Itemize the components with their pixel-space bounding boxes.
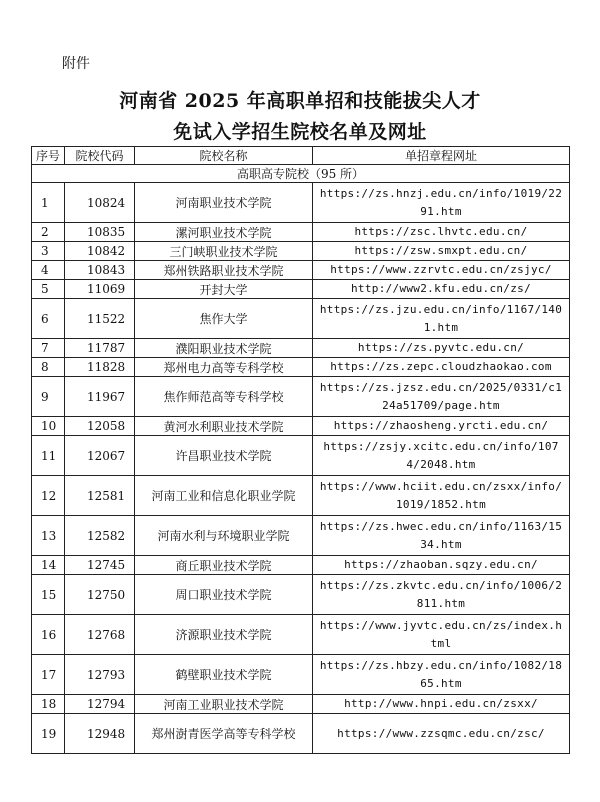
row-index: 18	[32, 695, 65, 714]
row-index: 15	[32, 575, 65, 615]
row-index: 10	[32, 417, 65, 436]
table-row	[32, 655, 570, 695]
admission-url-link[interactable]: https://zsc.lhvtc.edu.cn/	[313, 223, 570, 242]
admission-url-link[interactable]: https://zs.hbzy.edu.cn/info/1082/1865.htm	[313, 655, 570, 695]
admission-url-link[interactable]: https://zsw.smxpt.edu.cn/	[313, 242, 570, 261]
school-name: 三门峡职业技术学院	[135, 242, 313, 261]
school-code: 12768	[65, 615, 135, 655]
school-name: 商丘职业技术学院	[135, 556, 313, 575]
school-code: 12582	[65, 516, 135, 556]
admission-url-link[interactable]: https://zs.hnzj.edu.cn/info/1019/2291.htm	[313, 183, 570, 223]
school-name: 河南工业和信息化职业学院	[135, 476, 313, 516]
table-row	[32, 556, 570, 575]
school-name: 许昌职业技术学院	[135, 436, 313, 476]
table-row	[32, 615, 570, 655]
school-list-table	[31, 146, 570, 754]
school-name: 焦作大学	[135, 299, 313, 339]
row-index: 4	[32, 261, 65, 280]
document-title-line2: 免试入学招生院校名单及网址	[173, 121, 427, 143]
school-name: 开封大学	[135, 280, 313, 299]
school-name: 河南工业职业技术学院	[135, 695, 313, 714]
table-row	[32, 516, 570, 556]
table-row	[32, 183, 570, 223]
section-row	[32, 165, 570, 183]
school-name: 濮阳职业技术学院	[135, 339, 313, 358]
school-name: 黄河水利职业技术学院	[135, 417, 313, 436]
school-code: 12058	[65, 417, 135, 436]
admission-url-link[interactable]: http://www.hnpi.edu.cn/zsxx/	[313, 695, 570, 714]
table-row	[32, 377, 570, 417]
school-name: 郑州澍青医学高等专科学校	[135, 714, 313, 754]
admission-url-link[interactable]: https://www.zzsqmc.edu.cn/zsc/	[313, 714, 570, 754]
section-title: 高职高专院校（95 所）	[32, 165, 570, 183]
table-row	[32, 280, 570, 299]
admission-url-link[interactable]: https://zs.jzu.edu.cn/info/1167/1401.htm	[313, 299, 570, 339]
admission-url-link[interactable]: https://zhaosheng.yrcti.edu.cn/	[313, 417, 570, 436]
table-row	[32, 223, 570, 242]
column-header-url: 单招章程网址	[313, 147, 570, 165]
row-index: 9	[32, 377, 65, 417]
admission-url-link[interactable]: https://zs.pyvtc.edu.cn/	[313, 339, 570, 358]
school-name: 周口职业技术学院	[135, 575, 313, 615]
school-name: 济源职业技术学院	[135, 615, 313, 655]
admission-url-link[interactable]: http://www2.kfu.edu.cn/zs/	[313, 280, 570, 299]
school-code: 10842	[65, 242, 135, 261]
table-row	[32, 714, 570, 754]
school-name: 郑州铁路职业技术学院	[135, 261, 313, 280]
school-code: 12067	[65, 436, 135, 476]
admission-url-link[interactable]: https://www.hciit.edu.cn/zsxx/info/1019/1852.htm	[313, 476, 570, 516]
admission-url-link[interactable]: https://www.zzrvtc.edu.cn/zsjyc/	[313, 261, 570, 280]
school-code: 12794	[65, 695, 135, 714]
admission-url-link[interactable]: https://zs.zepc.cloudzhaokao.com	[313, 358, 570, 377]
table-row	[32, 242, 570, 261]
school-code: 10843	[65, 261, 135, 280]
school-code: 12750	[65, 575, 135, 615]
school-code: 12793	[65, 655, 135, 695]
table-row	[32, 695, 570, 714]
row-index: 7	[32, 339, 65, 358]
school-code: 11069	[65, 280, 135, 299]
school-name: 漯河职业技术学院	[135, 223, 313, 242]
school-code: 12581	[65, 476, 135, 516]
row-index: 6	[32, 299, 65, 339]
row-index: 19	[32, 714, 65, 754]
column-header-name: 院校名称	[135, 147, 313, 165]
table-row	[32, 339, 570, 358]
table-row	[32, 575, 570, 615]
school-name: 河南职业技术学院	[135, 183, 313, 223]
table-row	[32, 358, 570, 377]
row-index: 16	[32, 615, 65, 655]
admission-url-link[interactable]: https://zsjy.xcitc.edu.cn/info/1074/2048.htm	[313, 436, 570, 476]
school-code: 11787	[65, 339, 135, 358]
row-index: 12	[32, 476, 65, 516]
school-code: 11522	[65, 299, 135, 339]
school-code: 12948	[65, 714, 135, 754]
document-title-line1: 河南省 2025 年高职单招和技能拔尖人才	[119, 90, 481, 112]
row-index: 8	[32, 358, 65, 377]
attachment-label: 附件	[62, 56, 90, 72]
table-row	[32, 417, 570, 436]
row-index: 2	[32, 223, 65, 242]
school-code: 10835	[65, 223, 135, 242]
row-index: 3	[32, 242, 65, 261]
row-index: 11	[32, 436, 65, 476]
column-header-index: 序号	[32, 147, 65, 165]
admission-url-link[interactable]: https://zs.hwec.edu.cn/info/1163/1534.htm	[313, 516, 570, 556]
row-index: 5	[32, 280, 65, 299]
table-row	[32, 436, 570, 476]
school-code: 11828	[65, 358, 135, 377]
column-header-code: 院校代码	[65, 147, 135, 165]
admission-url-link[interactable]: https://zs.jzsz.edu.cn/2025/0331/c124a51709/page.htm	[313, 377, 570, 417]
table-row	[32, 261, 570, 280]
row-index: 13	[32, 516, 65, 556]
row-index: 1	[32, 183, 65, 223]
school-name: 鹤壁职业技术学院	[135, 655, 313, 695]
school-name: 河南水利与环境职业学院	[135, 516, 313, 556]
admission-url-link[interactable]: https://www.jyvtc.edu.cn/zs/index.html	[313, 615, 570, 655]
table-row	[32, 299, 570, 339]
admission-url-link[interactable]: https://zhaoban.sqzy.edu.cn/	[313, 556, 570, 575]
row-index: 14	[32, 556, 65, 575]
table-row	[32, 476, 570, 516]
school-code: 11967	[65, 377, 135, 417]
school-name: 焦作师范高等专科学校	[135, 377, 313, 417]
school-code: 12745	[65, 556, 135, 575]
admission-url-link[interactable]: https://zs.zkvtc.edu.cn/info/1006/2811.htm	[313, 575, 570, 615]
table-header-row	[32, 147, 570, 165]
school-name: 郑州电力高等专科学校	[135, 358, 313, 377]
row-index: 17	[32, 655, 65, 695]
school-code: 10824	[65, 183, 135, 223]
